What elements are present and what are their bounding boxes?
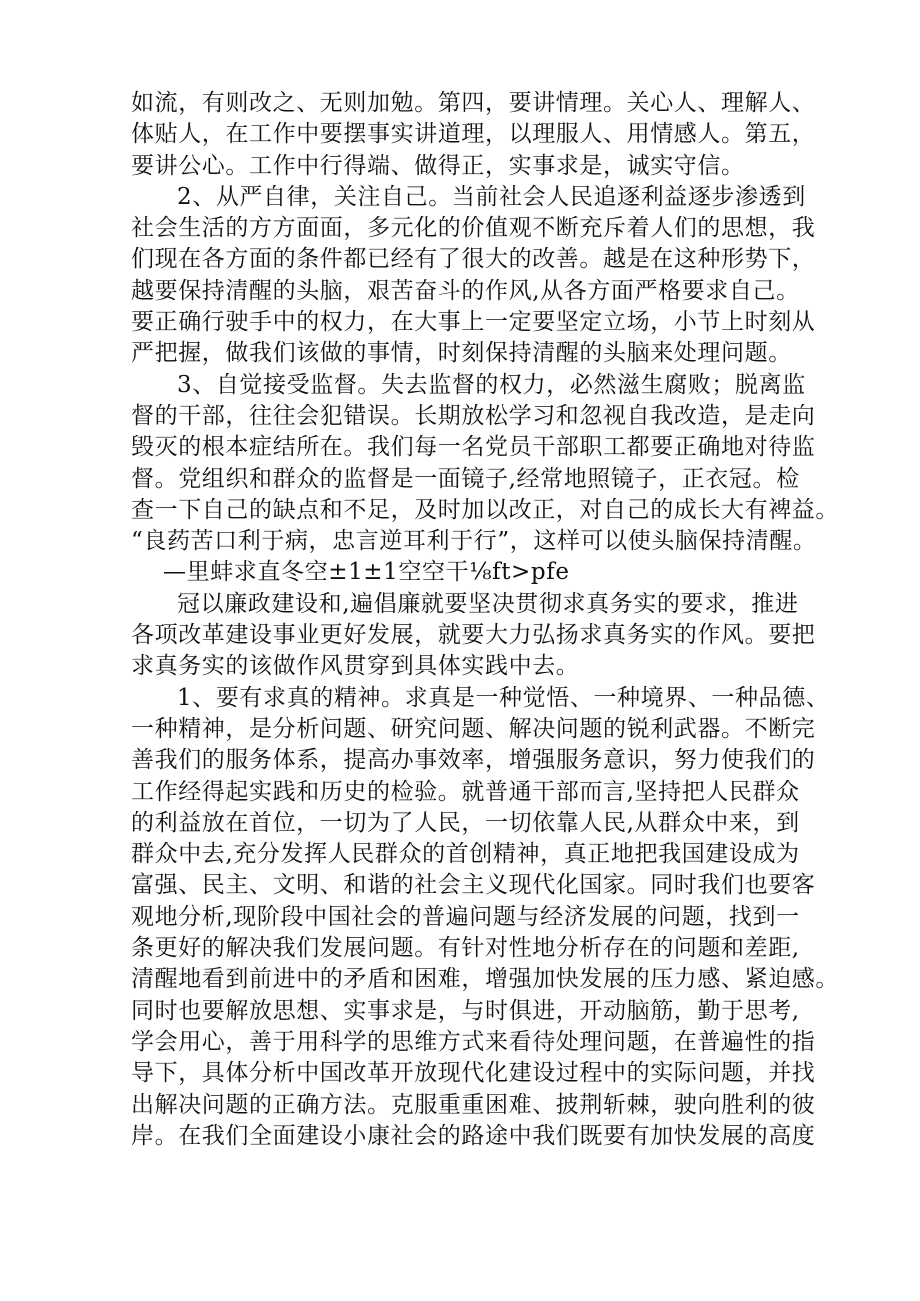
text-line: 善我们的服务体系，提高办事效率，增强服务意识，努力使我们的	[131, 747, 816, 774]
text-line: 导下，具体分析中国改革开放现代化建设过程中的实际问题，并找	[131, 1060, 816, 1087]
text-line: 群众中去,充分发挥人民群众的首创精神，真正地把我国建设成为	[131, 841, 800, 868]
text-line: 岸。在我们全面建设小康社会的路途中我们既要有加快发展的高度	[131, 1122, 816, 1149]
text-line: 社会生活的方方面面，多元化的价值观不断充斥着人们的思想，我	[131, 215, 816, 242]
text-line: 学会用心，善于用科学的思维方式来看待处理问题，在普遍性的指	[131, 1028, 816, 1055]
text-line: 同时也要解放思想、实事求是，与时俱进，开动脑筋，勤于思考,	[131, 997, 800, 1024]
document-body	[131, 88, 839, 1152]
paragraph-start-line: 冠以廉政建设和,遍倡廉就要坚决贯彻求真务实的要求，推进	[177, 590, 799, 617]
text-line: 观地分析,现阶段中国社会的普遍问题与经济发展的问题，找到一	[131, 903, 800, 930]
text-line: 督的干部，往往会犯错误。长期放松学习和忽视自我改造，是走向	[131, 402, 816, 429]
text-line: 要正确行驶手中的权力，在大事上一定要坚定立场，小节上时刻从	[131, 309, 816, 336]
text-line: 一种精神，是分析问题、研究问题、解决问题的锐利武器。不断完	[131, 715, 816, 742]
text-line: 要讲公心。工作中行得端、做得正，实事求是，诚实守信。	[131, 152, 745, 179]
text-line: 条更好的解决我们发展问题。有针对性地分析存在的问题和差距,	[131, 935, 800, 962]
text-line: 求真务实的该做作风贯穿到具体实践中去。	[131, 653, 580, 680]
text-line: 各项改革建设事业更好发展，就要大力弘扬求真务实的作风。要把	[131, 622, 816, 649]
text-line: 严把握，做我们该做的事情，时刻保持清醒的头脑来处理问题。	[131, 340, 792, 367]
section-heading-line: —里蚌求直冬空±1±1空空干⅛ft>pfe	[163, 559, 570, 586]
text-line: 查一下自己的缺点和不足，及时加以改正，对自己的成长大有裨益。	[131, 496, 839, 523]
text-line: 督。党组织和群众的监督是一面镜子,经常地照镜子，正衣冠。检	[131, 465, 800, 492]
text-line: “良药苦口利于病，忠言逆耳利于行”，这样可以使头脑保持清醒。	[131, 528, 817, 555]
text-line: 们现在各方面的条件都已经有了很大的改善。越是在这种形势下，	[131, 246, 816, 273]
text-line: 富强、民主、文明、和谐的社会主义现代化国家。同时我们也要客	[131, 872, 816, 899]
text-line: 毁灭的根本症结所在。我们每一名党员干部职工都要正确地对待监	[131, 434, 816, 461]
paragraph-start-line: 2、从严自律，关注自己。当前社会人民追逐利益逐步渗透到	[177, 183, 806, 210]
text-line: 体贴人，在工作中要摆事实讲道理，以理服人、用情感人。第五，	[131, 121, 816, 148]
text-line: 清醒地看到前进中的矛盾和困难，增强加快发展的压力感、紧迫感。	[131, 966, 839, 993]
text-line: 的利益放在首位，一切为了人民，一切依靠人民,从群众中来，到	[131, 809, 800, 836]
paragraph-start-line: 1、要有求真的精神。求真是一种觉悟、一种境界、一种品德、	[177, 684, 830, 711]
text-line: 工作经得起实践和历史的检验。就普通干部而言,坚持把人民群众	[131, 778, 800, 805]
text-line: 如流，有则改之、无则加勉。第四，要讲情理。关心人、理解人、	[131, 90, 816, 116]
text-line: 出解决问题的正确方法。克服重重困难、披荆斩棘，驶向胜利的彼	[131, 1091, 816, 1118]
text-line: 越要保持清醒的头脑，艰苦奋斗的作风,从各方面严格要求自己。	[131, 277, 800, 304]
paragraph-start-line: 3、自觉接受监督。失去监督的权力，必然滋生腐败；脱离监	[177, 371, 806, 398]
